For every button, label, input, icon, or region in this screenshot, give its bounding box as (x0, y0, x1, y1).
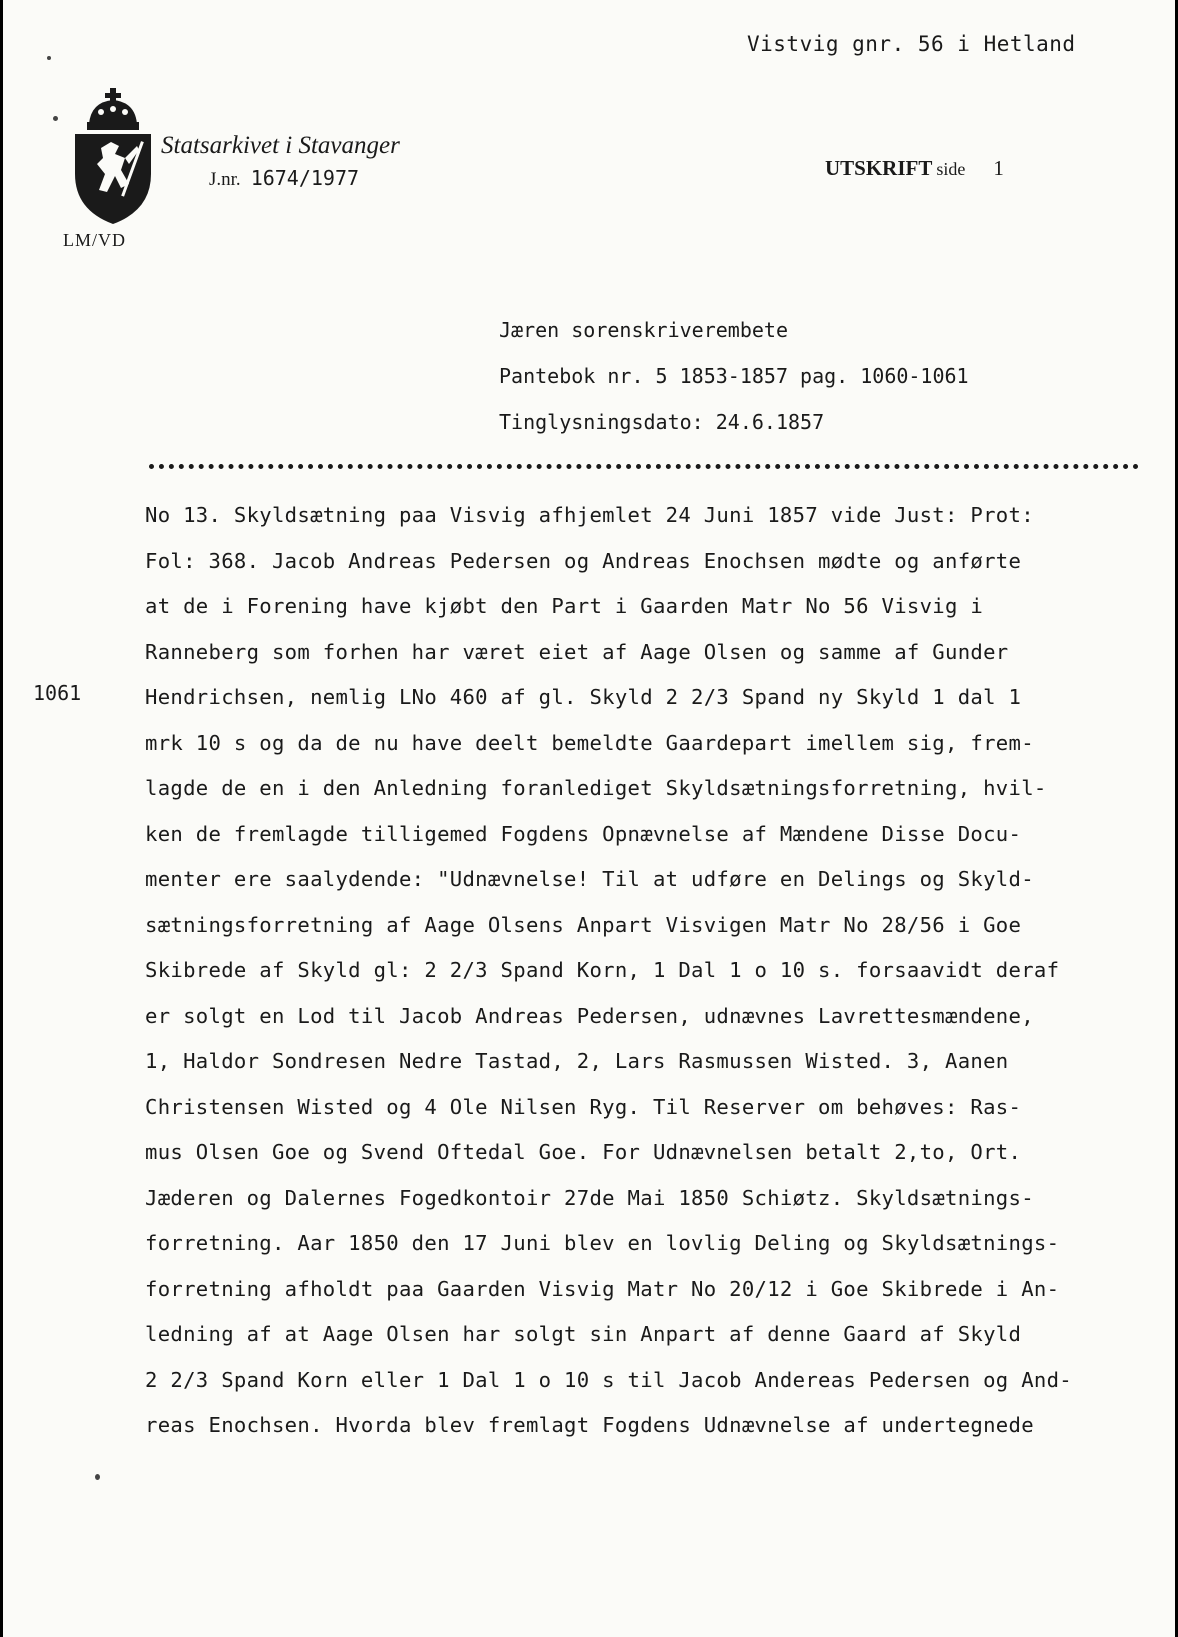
source-book: Pantebok nr. 5 1853-1857 pag. 1060-1061 (499, 364, 969, 388)
transcript-line: Jæderen og Dalernes Fogedkontoir 27de Mai 1850 Schiøtz. Skyldsætnings- (145, 1185, 1034, 1210)
transcript-line: No 13. Skyldsætning paa Visvig afhjemlet 24 Juni 1857 vide Just: Prot: (145, 503, 1034, 527)
transcript-line: ken de fremlagde tilligemed Fogdens Opnævnelse af Mændene Disse Docu- (145, 821, 1022, 846)
transcript-line: Fol: 368. Jacob Andreas Pedersen og Andreas Enochsen mødte og anførte (145, 548, 1022, 573)
transcript-line: Hendrichsen, nemlig LNo 460 af gl. Skyld 2 2/3 Spand ny Skyld 1 dal 1 (145, 685, 1022, 709)
transcript-line: forretning. Aar 1850 den 17 Juni blev en lovlig Deling og Skyldsætnings- (145, 1231, 1060, 1255)
transcript-line: Ranneberg som forhen har været eiet af Aage Olsen og samme af Gunder (145, 639, 1009, 664)
transcript-page-label (825, 156, 1004, 181)
clerk-initials: LM/VD (63, 230, 126, 250)
transcript-line: sætningsforretning af Aage Olsens Anpart Visvigen Matr No 28/56 i Goe (145, 912, 1022, 937)
transcript-line: ledning af at Aage Olsen har solgt sin Anpart af denne Gaard af Skyld (145, 1322, 1022, 1346)
document-page (3, 0, 1175, 1637)
transcript-line: lagde de en i den Anledning foranlediget Skyldsætningsforretning, hvil- (145, 776, 1047, 800)
norwegian-coat-of-arms-icon (67, 84, 159, 226)
transcript-line: menter ere saalydende: "Udnævnelse! Til at udføre en Delings og Skyld- (145, 867, 1034, 891)
transcript-line: 1, Haldor Sondresen Nedre Tastad, 2, Lars Rasmussen Wisted. 3, Aanen (145, 1049, 1009, 1073)
scan-speck (95, 1474, 100, 1480)
transcript-line: mus Olsen Goe og Svend Oftedal Goe. For Udnævnelsen betalt 2,to, Ort. (145, 1140, 1022, 1164)
page-number: 1 (993, 156, 1004, 180)
transcript-line: at de i Forening have kjøbt den Part i Gaarden Matr No 56 Visvig i (145, 594, 984, 618)
utskrift-label: UTSKRIFT (825, 156, 933, 180)
transcript-line: er solgt en Lod til Jacob Andreas Pedersen, udnævnes Lavrettesmændene, (145, 1003, 1034, 1028)
source-date: Tinglysningsdato: 24.6.1857 (499, 410, 825, 434)
transcript-line: reas Enochsen. Hvorda blev fremlagt Fogdens Udnævnelse af undertegnede (145, 1413, 1034, 1437)
margin-page-note: 1061 (33, 681, 82, 705)
journal-number (209, 166, 359, 191)
source-office: Jæren sorenskriverembete (499, 318, 788, 342)
journal-number-value: 1674/1977 (250, 166, 360, 190)
journal-number-label: J.nr. (209, 169, 241, 190)
institution-name: Statsarkivet i Stavanger (161, 132, 400, 159)
dotted-separator (149, 464, 1139, 469)
scan-speck (47, 56, 51, 60)
transcript-line: Skibrede af Skyld gl: 2 2/3 Spand Korn, 1 Dal 1 o 10 s. forsaavidt deraf (145, 958, 1060, 982)
transcript-line: Christensen Wisted og 4 Ole Nilsen Ryg. Til Reserver om behøves: Ras- (145, 1094, 1022, 1119)
property-reference: Vistvig gnr. 56 i Hetland (747, 32, 1076, 56)
transcript-line: forretning afholdt paa Gaarden Visvig Matr No 20/12 i Goe Skibrede i An- (145, 1276, 1060, 1301)
side-label: side (936, 159, 966, 179)
transcript-body (145, 500, 1155, 1456)
transcript-line: mrk 10 s og da de nu have deelt bemeldte Gaardepart imellem sig, frem- (145, 730, 1034, 755)
transcript-line: 2 2/3 Spand Korn eller 1 Dal 1 o 10 s til Jacob Andereas Pedersen og And- (145, 1367, 1072, 1392)
scan-speck (53, 116, 58, 121)
